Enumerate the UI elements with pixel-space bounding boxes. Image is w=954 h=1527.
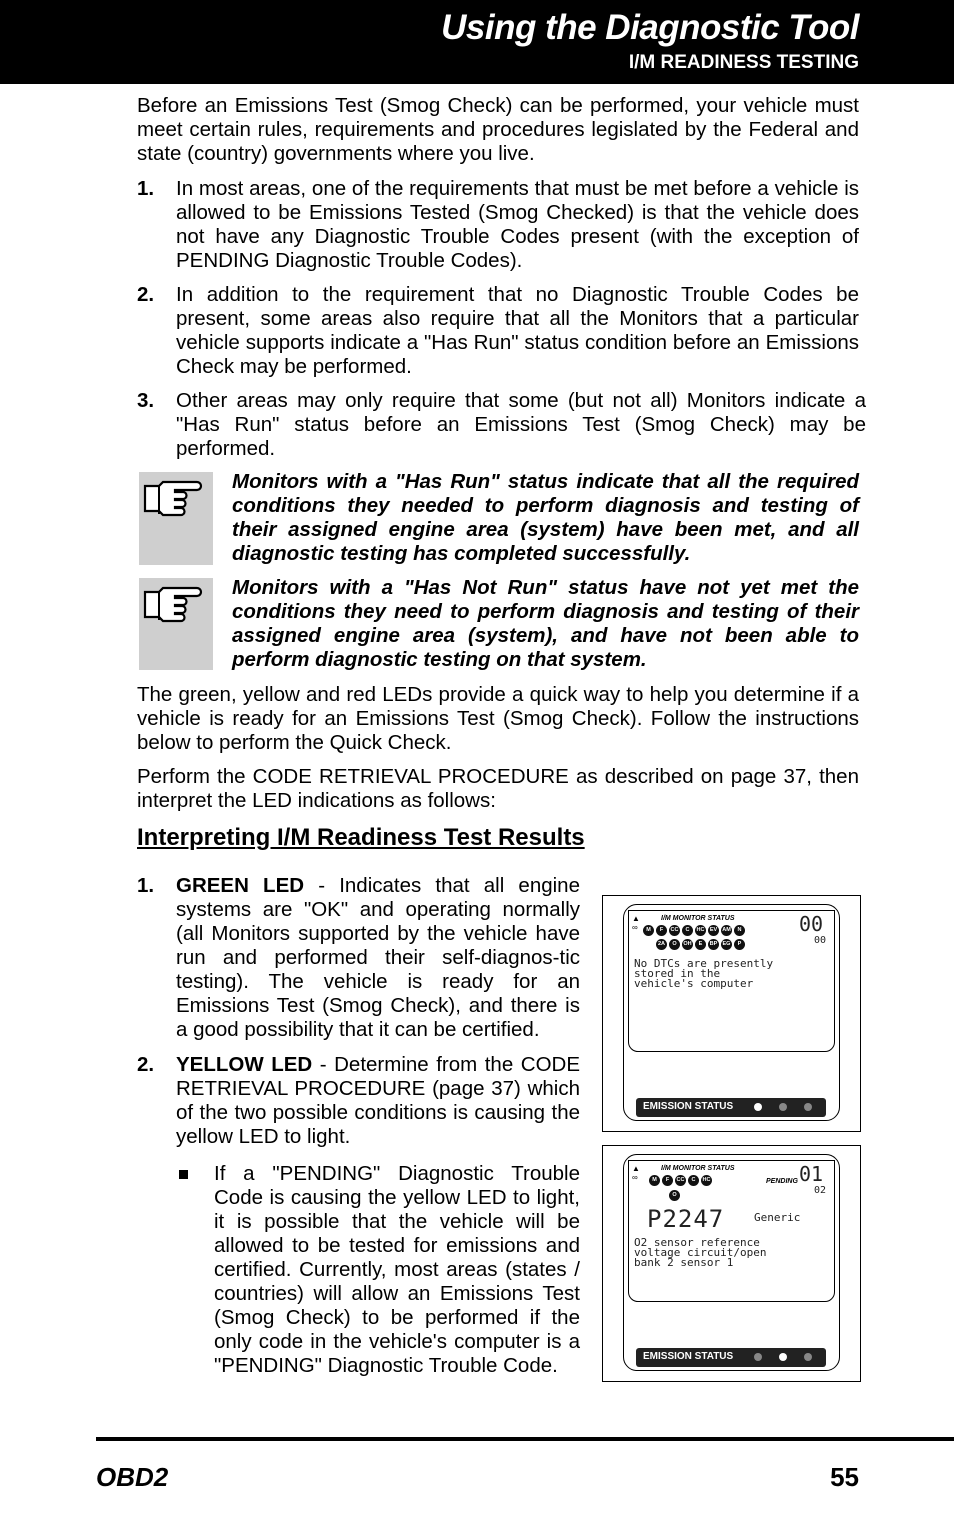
link-icon: ∞ bbox=[632, 923, 638, 932]
perform-paragraph: Perform the CODE RETRIEVAL PROCEDURE as described on page 37, then interpret the LED indications as follows: bbox=[137, 765, 859, 812]
item-text: In addition to the requirement that no Diagnostic Trouble Codes be present, some areas also require that all the Monitors that a particular vehicle supports indicate a "Has Run" status condition before an Emissions Check may be performed. bbox=[176, 283, 859, 378]
dtc-type: Generic bbox=[754, 1211, 801, 1224]
led-item bbox=[137, 874, 580, 1042]
monitor-icon: O bbox=[669, 939, 680, 950]
led-label: YELLOW LED bbox=[176, 1053, 313, 1076]
led-intro-paragraph: The green, yellow and red LEDs provide a quick way to help you determine if a vehicle is ready for an Emissions Test (Smog Check). Follow the instructions below to perform the Quick Check. bbox=[137, 683, 859, 754]
bullet-text: If a "PENDING" Diagnostic Trouble Code is causing the yellow LED to light, it is possible that the vehicle will be allowed to be tested for emissions and certified. Currently, most areas (states / countries) will allow an Emissions Test (Smog Check) to be performed if the only code in the vehicle's computer is a "PENDING" Diagnostic Trouble Code. bbox=[214, 1162, 580, 1377]
pending-label: PENDING bbox=[766, 1178, 798, 1185]
monitor-icon: CC bbox=[669, 925, 680, 936]
monitor-icon: C bbox=[682, 925, 693, 936]
footer-rule bbox=[96, 1437, 954, 1441]
car-icon: ▲ bbox=[632, 1164, 640, 1173]
emission-status-label: EMISSION STATUS bbox=[643, 1351, 734, 1362]
lcd-message bbox=[634, 959, 773, 989]
footer-product: OBD2 bbox=[96, 1462, 169, 1492]
monitor-icon: N bbox=[734, 925, 745, 936]
lcd-line: bank 2 sensor 1 bbox=[634, 1256, 734, 1269]
item-number: 1. bbox=[137, 177, 155, 200]
note-text: Monitors with a "Has Run" status indicate that all the required conditions they needed to perform diagnosis and testing of their assigned engine area (system) have been met, and all diagnostic testing has completed successfully. bbox=[232, 470, 859, 565]
scan-tool-display bbox=[602, 895, 861, 1132]
lcd-line: O2 sensor reference bbox=[634, 1236, 760, 1249]
green-led-icon bbox=[754, 1103, 762, 1111]
monitor-icon: BP bbox=[708, 939, 719, 950]
section-heading: Interpreting I/M Readiness Test Results bbox=[137, 824, 585, 851]
monitor-status-label: I/M MONITOR STATUS bbox=[661, 1165, 735, 1172]
page-subtitle: I/M READINESS TESTING bbox=[628, 52, 859, 73]
intro-paragraph: Before an Emissions Test (Smog Check) can be performed, your vehicle must meet certain rules, requirements and procedures legislated by the Federal and state (country) governments where you live. bbox=[137, 94, 859, 165]
monitor-icon: EG bbox=[721, 939, 732, 950]
lcd-line: No DTCs are presently bbox=[634, 957, 774, 970]
monitor-icon: OH bbox=[682, 939, 693, 950]
page-number: 55 bbox=[830, 1462, 859, 1492]
lcd-line: vehicle's computer bbox=[634, 977, 754, 990]
led-item bbox=[137, 1053, 580, 1149]
monitor-icon: M bbox=[643, 925, 654, 936]
monitor-icon: F bbox=[662, 1175, 673, 1186]
page-title: Using the Diagnostic Tool bbox=[441, 8, 859, 47]
monitor-icon: AM bbox=[721, 925, 732, 936]
item-number: 1. bbox=[137, 874, 155, 897]
code-total: 02 bbox=[814, 1185, 827, 1196]
yellow-led-icon bbox=[779, 1103, 787, 1111]
emission-status-bar bbox=[636, 1348, 826, 1367]
monitor-icon: C bbox=[688, 1175, 699, 1186]
lcd-line: voltage circuit/open bbox=[634, 1246, 767, 1259]
item-number: 2. bbox=[137, 283, 155, 306]
led-description: - Indicates that all engine systems are "OK" and operating normally (all Monitors supported by the vehicle have run and performed their self-diagnos-tic testing). The vehicle is ready for an Emissions Test (Smog Check), and there is a good possibility that it can be certified. bbox=[176, 874, 580, 1041]
code-number: 00 bbox=[799, 912, 824, 936]
code-total: 00 bbox=[814, 935, 827, 946]
requirement-item bbox=[137, 177, 859, 273]
note-block bbox=[137, 576, 859, 672]
lcd-message bbox=[634, 1238, 766, 1268]
monitor-icon: E bbox=[695, 939, 706, 950]
bullet-square-icon bbox=[179, 1170, 188, 1179]
item-number: 3. bbox=[137, 389, 155, 412]
led-label: GREEN LED bbox=[176, 874, 305, 897]
emission-status-label: EMISSION STATUS bbox=[643, 1101, 734, 1112]
monitor-icon: F bbox=[656, 925, 667, 936]
code-number: 01 bbox=[799, 1162, 824, 1186]
note-text: Monitors with a "Has Not Run" status have not yet met the conditions they need to perform diagnosis and testing of their assigned engine area (system), and have not been able to perform diagnostic testing on that system. bbox=[232, 576, 859, 671]
led-description: - Determine from the CODE RETRIEVAL PROCEDURE (page 37) which of the two possible conditions is causing the yellow LED to light. bbox=[176, 1053, 580, 1148]
pointing-hand-icon bbox=[139, 578, 213, 670]
item-text: Other areas may only require that some (but not all) Monitors indicate a "Has Run" status before an Emissions Test (Smog Check) may be performed. bbox=[176, 389, 866, 460]
yellow-led-icon bbox=[779, 1353, 787, 1361]
requirement-item bbox=[137, 283, 859, 379]
note-block bbox=[137, 470, 859, 566]
monitor-icon: HC bbox=[695, 925, 706, 936]
emission-status-bar bbox=[636, 1098, 826, 1117]
item-number: 2. bbox=[137, 1053, 155, 1076]
requirement-item bbox=[137, 389, 866, 461]
red-led-icon bbox=[804, 1103, 812, 1111]
scan-tool-display bbox=[602, 1145, 861, 1382]
red-led-icon bbox=[804, 1353, 812, 1361]
monitor-icon: HC bbox=[701, 1175, 712, 1186]
monitor-status-label: I/M MONITOR STATUS bbox=[661, 915, 735, 922]
monitor-icon: O bbox=[669, 1190, 680, 1201]
bullet-item bbox=[176, 1162, 580, 1378]
pointing-hand-icon bbox=[139, 472, 213, 565]
lcd-line: stored in the bbox=[634, 967, 721, 980]
monitor-icon: M bbox=[649, 1175, 660, 1186]
monitor-icon: EV bbox=[708, 925, 719, 936]
page-header bbox=[0, 0, 954, 84]
monitor-icon: 2A bbox=[656, 939, 667, 950]
lcd-screen bbox=[628, 1160, 835, 1302]
item-text bbox=[176, 1053, 580, 1149]
item-text bbox=[176, 874, 580, 1042]
car-icon: ▲ bbox=[632, 914, 640, 923]
link-icon: ∞ bbox=[632, 1173, 638, 1182]
monitor-icon: CC bbox=[675, 1175, 686, 1186]
item-text: In most areas, one of the requirements that must be met before a vehicle is allowed to be Emissions Tested (Smog Checked) is that the vehicle does not have any Diagnostic Trouble Codes present (with the exception of PENDING Diagnostic Trouble Codes). bbox=[176, 177, 859, 272]
lcd-screen bbox=[628, 910, 835, 1052]
monitor-icon: P bbox=[734, 939, 745, 950]
dtc-code: P2247 bbox=[647, 1205, 725, 1233]
green-led-icon bbox=[754, 1353, 762, 1361]
